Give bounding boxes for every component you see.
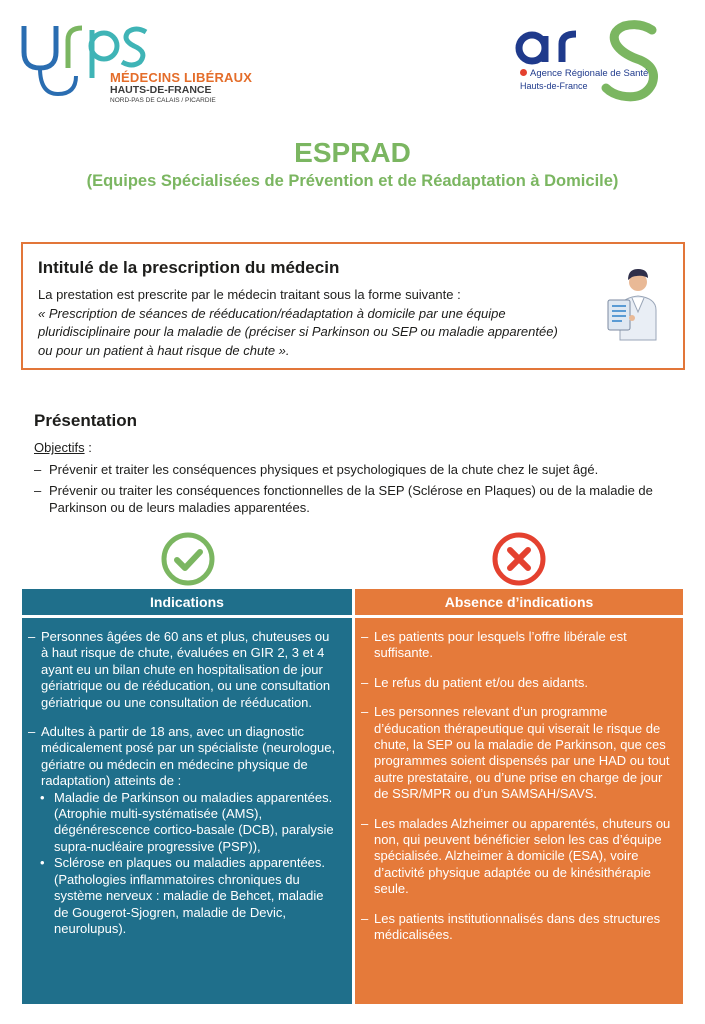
absence-text: Les patients institutionnalisés dans des structures médicalisées.: [374, 910, 661, 943]
ars-logo-mark: [512, 18, 672, 108]
urps-line2: HAUTS-DE-FRANCE: [110, 84, 212, 96]
ars-agence: [520, 68, 648, 79]
absence-header: Absence d’indications: [355, 589, 683, 615]
indication-bullet: • Sclérose en plaques ou maladies apparentées. (Pathologies inflammatoires chroniques du système nerveux : maladie de Behcet, maladie de Gougerot-Sjogren, maladie de Devic, neurolupus).: [40, 855, 326, 936]
indication-text: Adultes à partir de 18 ans, avec un diagnostic médicalement posé par un spécialiste (neurologue, gériatre ou médecin en médecine physique de radaptation) atteints de :: [41, 724, 336, 789]
objectives-label-text: Objectifs: [34, 440, 85, 455]
prescription-quote: « Prescription de séances de rééducation/réadaptation à domicile par une équipe pluridisciplinaire pour la maladie de (préciser si Parkinson ou SEP ou maladie apparentée) ou pour un patient à haut risque de chute ».: [38, 305, 558, 358]
absence-item: – Les malades Alzheimer ou apparentés, chuteurs ou non, qui peuvent bénéficier selon les cas d’équipe spécialisée. Alzheimer à domicile (ESA), voire d’activité physique adaptée ou de kinésithérapie seule.: [361, 815, 671, 897]
indication-item: – Personnes âgées de 60 ans et plus, chuteuses ou à haut risque de chute, évaluées en GIR 2, 3 et 4 ayant eu un bilan chute en hospitalisation de jour gériatrique ou de rééducation, ou une consultation gériatrique ou une consultation de rééducation.: [28, 629, 331, 710]
absence-item: – Les patients pour lesquels l’offre libérale est suffisante.: [361, 629, 627, 661]
cross-icon: [491, 531, 547, 587]
indication-bullet: • Maladie de Parkinson ou maladies apparentées. (Atrophie multi-systématisée (AMS), dégénérescence cortico-basale (DCB), paralysie supra-nucléaire progressive (PSP)),: [40, 789, 334, 854]
indications-header: Indications: [22, 589, 352, 615]
absence-text: Les personnes relevant d’un programme d’éducation thérapeutique qui viserait le risque de chute, la SEP ou la maladie de Parkinson, que ces programmes soient dispensés par une HAD ou tout autre prestataire, ou d’une prise en charge de jour de SSR/MPR ou d’un SAMSAH/SAVS.: [374, 704, 670, 802]
absence-item: – Le refus du patient et/ou des aidants.: [361, 674, 588, 690]
objective-item: – Prévenir et traiter les conséquences physiques et psychologiques de la chute chez le sujet âgé.: [34, 461, 674, 478]
objectives-colon: :: [84, 440, 92, 455]
objective-text: Prévenir ou traiter les conséquences fonctionnelles de la SEP (Sclérose en Plaques) ou de la maladie de Parkinson ou de leurs maladies apparentées.: [49, 483, 653, 515]
prescription-box: [21, 242, 685, 370]
objectives-label: [34, 440, 92, 455]
urps-line3: NORD-PAS DE CALAIS / PICARDIE: [110, 97, 216, 104]
indication-bullet-text: Maladie de Parkinson ou maladies apparentées.: [54, 789, 333, 805]
prescription-text: [38, 286, 558, 360]
ars-region: Hauts-de-France: [520, 81, 588, 91]
check-icon: [160, 531, 216, 587]
prescription-intro: La prestation est prescrite par le médecin traitant sous la forme suivante :: [38, 287, 461, 302]
ars-logo: [512, 18, 672, 108]
absence-column: [355, 618, 683, 1004]
objective-item: – Prévenir ou traiter les conséquences fonctionnelles de la SEP (Sclérose en Plaques) ou de la maladie de Parkinson ou de leurs maladies apparentées.: [34, 482, 674, 516]
indications-column: [22, 618, 352, 1004]
absence-item: – Les personnes relevant d’un programme d’éducation thérapeutique qui viserait le risque de chute, la SEP ou la maladie de Parkinson, que ces programmes soient dispensés par une HAD ou tout autre prestataire, ou d’une prise en charge de jour de SSR/MPR ou d’un SAMSAH/SAVS.: [361, 704, 670, 802]
urps-line1: MÉDECINS LIBÉRAUX: [110, 70, 253, 85]
indication-item: – Adultes à partir de 18 ans, avec un diagnostic médicalement posé par un spécialiste (neurologue, gériatre ou médecin en médecine physique de radaptation) atteints de :: [28, 724, 336, 789]
absence-text: Les patients pour lesquels l’offre libérale est suffisante.: [374, 629, 627, 661]
indication-bullet-text: Sclérose en plaques ou maladies apparentées.: [54, 855, 326, 871]
prescription-heading: Intitulé de la prescription du médecin: [38, 258, 340, 277]
page-title: ESPRAD: [294, 137, 411, 168]
objective-text: Prévenir et traiter les conséquences physiques et psychologiques de la chute chez le sujet âgé.: [49, 462, 599, 477]
indication-bullet-detail: (Atrophie multi-systématisée (AMS), dégénérescence cortico-basale (DCB), paralysie supra-nucléaire progressive (PSP)),: [54, 806, 334, 854]
absence-text: Le refus du patient et/ou des aidants.: [374, 674, 588, 690]
indication-text: Personnes âgées de 60 ans et plus, chuteuses ou à haut risque de chute, évaluées en GIR 2, 3 et 4 ayant eu un bilan chute en hospitalisation de jour gériatrique ou de rééducation, ou une consultation gériatrique ou une consultation de rééducation.: [41, 629, 331, 710]
absence-text: Les malades Alzheimer ou apparentés, chuteurs ou non, qui peuvent bénéficier selon les cas d’équipe spécialisée. Alzheimer à domicile (ESA), voire d’activité physique adaptée ou de kinésithérapie seule.: [374, 815, 671, 897]
ars-agence-text: Agence Régionale de Santé: [530, 68, 649, 79]
indication-bullet-detail: (Pathologies inflammatoires chroniques du système nerveux : maladie de Behcet, maladie de Gougerot-Sjogren, maladie de Devic, neurolupus).: [54, 871, 324, 936]
doctor-icon: [606, 260, 670, 342]
absence-item: – Les patients institutionnalisés dans des structures médicalisées.: [361, 910, 661, 943]
urps-logo: [18, 18, 258, 118]
presentation-heading: Présentation: [34, 411, 137, 430]
page-subtitle: (Equipes Spécialisées de Prévention et de Réadaptation à Domicile): [86, 172, 619, 190]
doctor-illustration: [606, 260, 670, 342]
